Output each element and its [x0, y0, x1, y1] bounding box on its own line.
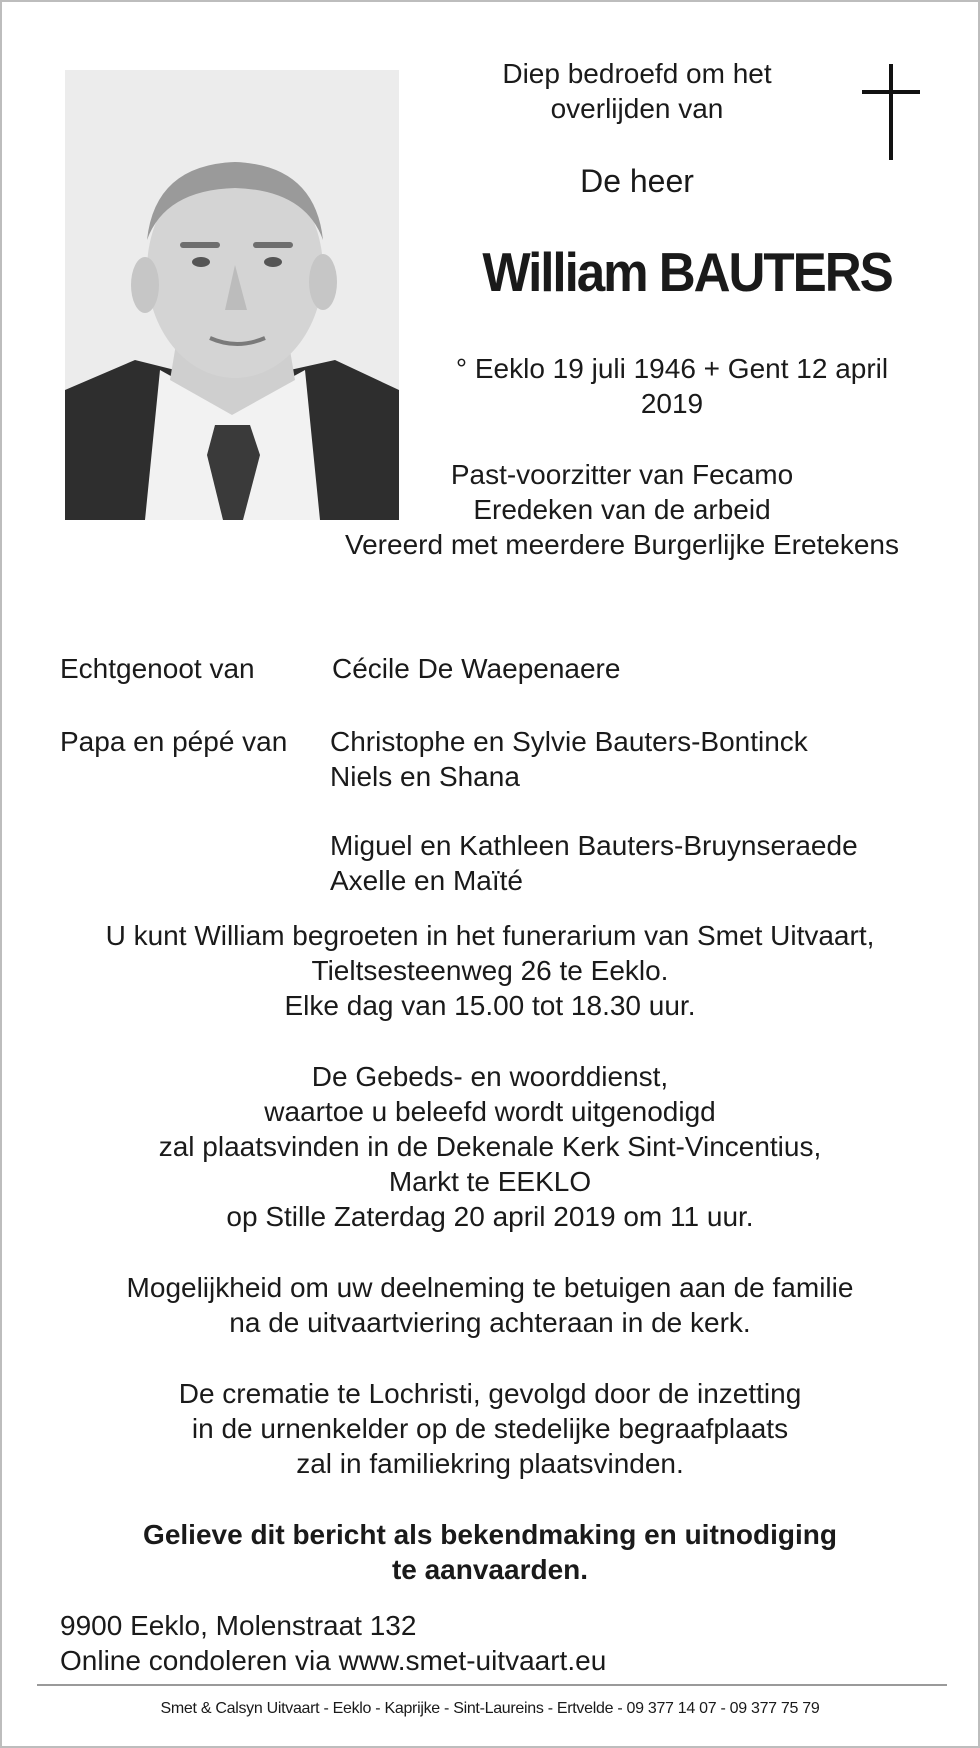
intro-line-1: Diep bedroefd om het [502, 58, 772, 89]
cremation-line-1: De crematie te Lochristi, gevolgd door de inzetting [178, 1378, 802, 1409]
notice-line-2: te aanvaarden. [391, 1554, 589, 1585]
intro-line-2: overlijden van [550, 93, 724, 124]
service-line-5: op Stille Zaterdag 20 april 2019 om 11 uur. [226, 1201, 754, 1232]
cremation-line-3: zal in familiekring plaatsvinden. [296, 1448, 684, 1479]
latin-cross-icon [862, 64, 920, 160]
cremation-line-2: in de urnenkelder op de stedelijke begraafplaats [191, 1413, 789, 1444]
visitation-line-3: Elke dag van 15.00 tot 18.30 uur. [284, 990, 696, 1021]
grandchildren-2: Axelle en Maïté [330, 865, 523, 896]
spouse-label: Echtgenoot van [60, 653, 255, 684]
deceased-name: William BAUTERS [482, 241, 892, 303]
portrait-photo [65, 70, 399, 520]
child-2: Miguel en Kathleen Bauters-Bruynseraede [330, 830, 858, 861]
condolences-line-1: Mogelijkheid om uw deelneming te betuigen aan de familie [126, 1272, 854, 1303]
grandchildren-1: Niels en Shana [330, 761, 520, 792]
visitation-line-1: U kunt William begroeten in het funerarium van Smet Uitvaart, [105, 920, 875, 951]
honor-3: Vereerd met meerdere Burgerlijke Eretekens [344, 529, 900, 560]
online-condolences: Online condoleren via www.smet-uitvaart.eu [60, 1645, 607, 1676]
honorific-title: De heer [580, 163, 694, 199]
notice-line-1: Gelieve dit bericht als bekendmaking en uitnodiging [143, 1519, 837, 1550]
condolences-line-2: na de uitvaartviering achteraan in de kerk. [229, 1307, 751, 1338]
footer-company-info: Smet & Calsyn Uitvaart - Eeklo - Kaprijke - Sint-Laureins - Ertvelde - 09 377 14 07 - 09 377 75 79 [160, 1700, 820, 1717]
service-line-1: De Gebeds- en woorddienst, [311, 1061, 669, 1092]
honor-2: Eredeken van de arbeid [473, 494, 771, 525]
children-label: Papa en pépé van [60, 726, 288, 757]
birth-death-dates: ° Eeklo 19 juli 1946 + Gent 12 april [455, 353, 889, 384]
honor-1: Past-voorzitter van Fecamo [450, 459, 794, 490]
portrait-illustration [65, 70, 399, 520]
footer-divider [37, 1684, 947, 1686]
service-line-2: waartoe u beleefd wordt uitgenodigd [264, 1096, 716, 1127]
spouse-name: Cécile De Waepenaere [332, 653, 621, 684]
death-year: 2019 [640, 388, 704, 419]
visitation-line-2: Tieltsesteenweg 26 te Eeklo. [311, 955, 669, 986]
child-1: Christophe en Sylvie Bauters-Bontinck [330, 726, 808, 757]
service-line-3: zal plaatsvinden in de Dekenale Kerk Sint-Vincentius, [158, 1131, 822, 1162]
service-line-4: Markt te EEKLO [388, 1166, 592, 1197]
funeral-home-address: 9900 Eeklo, Molenstraat 132 [60, 1610, 417, 1641]
